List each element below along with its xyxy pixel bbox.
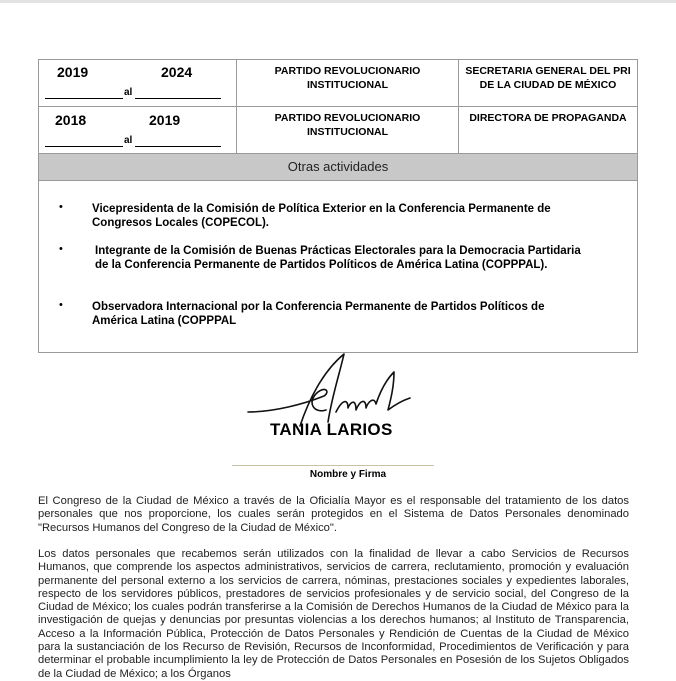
underline-from [45, 88, 123, 99]
role-text: DIRECTORA DE PROPAGANDA [469, 112, 627, 124]
period-separator: al [124, 87, 133, 98]
underline-from [45, 136, 123, 147]
bullet-icon: • [59, 243, 63, 255]
bullet-icon: • [59, 299, 63, 311]
signer-name: TANIA LARIOS [270, 420, 393, 439]
activity-item: Integrante de la Comisión de Buenas Prácticas Electorales para la Democracia Partidaria de la Conferencia Permanente de Partidos Políticos de América Latina (COPPPAL). [95, 245, 581, 271]
organization-text: PARTIDO REVOLUCIONARIO INSTITUCIONAL [274, 65, 421, 91]
other-activities-header: Otras actividades [39, 154, 637, 181]
underline-to [135, 88, 221, 99]
positions-table [38, 59, 638, 353]
year-to: 2019 [149, 112, 181, 128]
bullet-icon: • [59, 201, 63, 213]
organization-cell [237, 60, 459, 106]
role-cell [459, 60, 637, 106]
organization-text: PARTIDO REVOLUCIONARIO INSTITUCIONAL [274, 112, 421, 138]
organization-cell [237, 107, 459, 153]
position-row [39, 107, 637, 154]
underline-to [135, 136, 221, 147]
signature-caption: Nombre y Firma [309, 469, 387, 480]
role-text: SECRETARIA GENERAL DEL PRI DE LA CIUDAD DE MÉXICO [465, 65, 631, 91]
privacy-paragraph-1: El Congreso de la Ciudad de México a través de la Oficialía Mayor es el responsable del tratamiento de los datos personales que nos proporcione, los cuales serán protegidos en el Sistema de Datos Personales denominado "Recursos Humanos del Congreso de la Ciudad de México". [38, 495, 629, 534]
privacy-paragraph-2: Los datos personales que recabemos serán utilizados con la finalidad de llevar a cabo Servicios de Recursos Humanos, que comprende los aspectos administrativos, servicios de carrera, reclutamiento, promoción y evaluación permanente del personal externo a los servicios de carrera, nóminas, prestaciones sociales y expedientes laborales, respecto de los servidores públicos, prestadores de servicios profesionales y de servicio social, del Congreso de la Ciudad de México; los cuales podrán transferirse a la Comisión de Derechos Humanos de la Ciudad de México para la investigación de quejas y denuncias por presuntas violencias a los derechos humanos; al Instituto de Transparencia, Acceso a la Información Pública, Protección de Datos Personales y Rendición de Cuentas de la Ciudad de México para la sustanciación de los Recurso de Revisión, Recursos de Inconformidad, Procedimientos de Verificación y para determinar el probable incumplimiento la ley de Protección de Datos Personales en Posesión de los Sujetos Obligados de la Ciudad de México; a los Órganos [38, 548, 629, 680]
year-from: 2018 [55, 112, 87, 128]
handwritten-signature [244, 352, 414, 427]
signature-line [232, 465, 434, 466]
period-cell [39, 107, 237, 153]
position-row [39, 60, 637, 107]
page-top-border [0, 0, 676, 3]
role-cell [459, 107, 637, 153]
activity-item: Vicepresidenta de la Comisión de Política Exterior en la Conferencia Permanente de Congresos Locales (COPECOL). [92, 203, 551, 229]
year-to: 2024 [161, 64, 193, 80]
activity-item: Observadora Internacional por la Conferencia Permanente de Partidos Políticos de América Latina (COPPPAL [92, 301, 545, 327]
period-separator: al [124, 135, 133, 146]
year-from: 2019 [57, 64, 89, 80]
period-cell [39, 60, 237, 106]
